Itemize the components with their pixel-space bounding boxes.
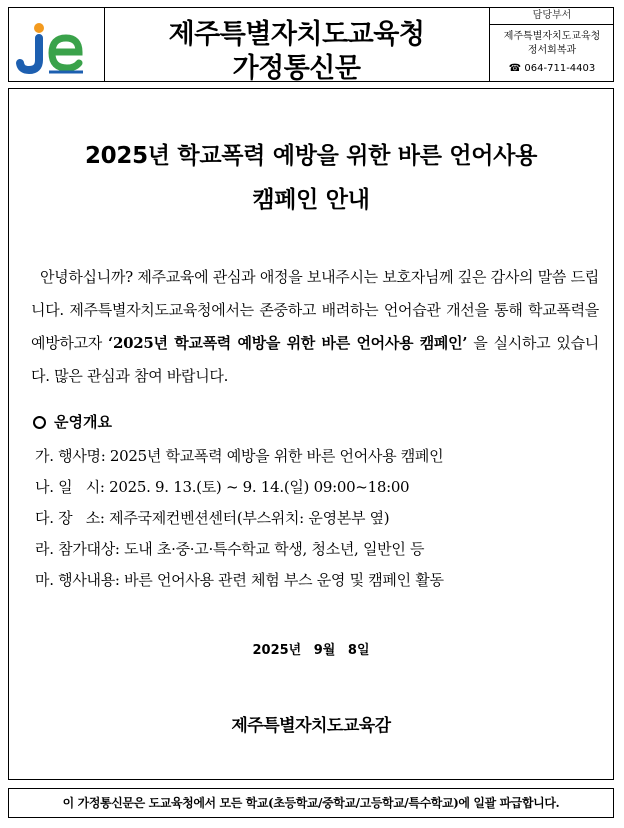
item-label: 나. 일 시: (35, 478, 105, 496)
list-item (35, 534, 444, 565)
je-logo-icon (9, 8, 104, 81)
contact-team: 정서회복과 (527, 45, 577, 56)
contact-label: 담당부서 (490, 8, 614, 25)
item-value: 2025. 9. 13.(토) ~ 9. 14.(일) 09:00~18:00 (109, 478, 410, 496)
office-name: 제주특별자치도교육청 (168, 19, 425, 50)
intro-text-2: 을 실시하고 있습니다. 많은 관심과 참여 바랍니다. (31, 334, 599, 385)
overview-heading: 운영개요 (33, 411, 112, 432)
letterhead-title (104, 8, 489, 84)
signer: 제주특별자치도교육감 (231, 716, 391, 736)
issue-date: 2025년 9월 8일 (252, 643, 370, 658)
letterhead (8, 7, 614, 82)
notice-body (8, 88, 614, 780)
campaign-name: ‘2025년 학교폭력 예방을 위한 바른 언어사용 캠페인’ (108, 334, 468, 352)
item-value: 2025년 학교폭력 예방을 위한 바른 언어사용 캠페인 (109, 447, 444, 465)
list-item (35, 441, 444, 472)
item-label: 마. 행사내용: (35, 571, 120, 589)
item-value: 도내 초·중·고·특수학교 학생, 청소년, 일반인 등 (124, 540, 425, 558)
list-item (35, 503, 444, 534)
list-item (35, 565, 444, 596)
item-label: 가. 행사명: (35, 447, 106, 465)
list-item (35, 472, 444, 503)
overview-list (35, 441, 444, 596)
contact-org: 제주특별자치도교육청 (503, 31, 601, 42)
logo (9, 8, 105, 81)
distribution-note: 이 가정통신문은 도교육청에서 모든 학교(초등학교/중학교/고등학교/특수학교)에 일괄 파급합니다. (8, 788, 614, 818)
bullet-circle-icon (33, 416, 46, 429)
item-value: 제주국제컨벤션센터(부스위치: 운영본부 옆) (109, 509, 390, 527)
contact-phone (490, 62, 614, 76)
item-label: 라. 참가대상: (35, 540, 120, 558)
item-value: 바른 언어사용 관련 체험 부스 운영 및 캠페인 활동 (124, 571, 444, 589)
intro-text-1: 안녕하십니까? 제주교육에 관심과 애정을 보내주시는 보호자님께 깊은 감사의 말씀 드립니다. 제주특별자치도교육청에서는 존중하고 배려하는 언어습관 개선을 통해 학교폭력을 예방하고자 (31, 268, 599, 352)
item-label: 다. 장 소: (35, 509, 105, 527)
notice-title (9, 134, 613, 222)
notice-title-line2: 캠페인 안내 (252, 187, 370, 213)
phone-icon: ☎ (508, 63, 522, 74)
contact-box (489, 8, 614, 81)
phone-number: 064-711-4403 (524, 63, 596, 74)
notice-title-line1: 2025년 학교폭력 예방을 위한 바른 언어사용 (84, 143, 538, 169)
document-type: 가정통신문 (232, 53, 361, 84)
intro-paragraph (31, 261, 599, 393)
